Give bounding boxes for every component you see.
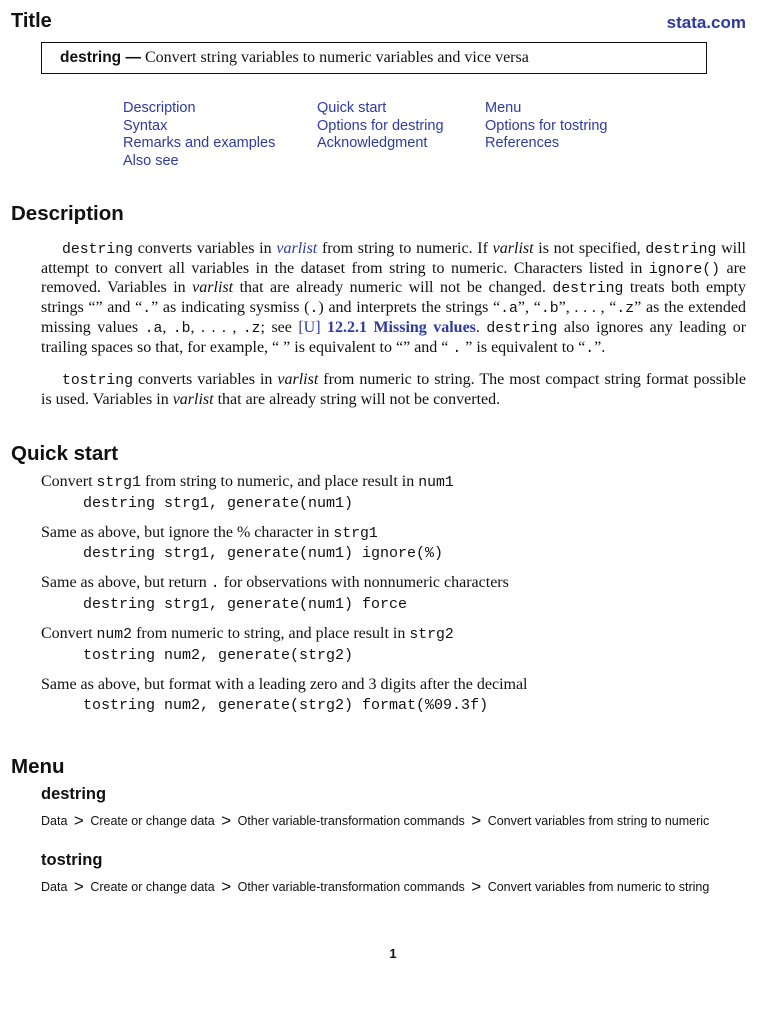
- toc-link-quick-start[interactable]: Quick start: [317, 100, 387, 116]
- toc-link-menu[interactable]: Menu: [485, 100, 522, 116]
- quick-start-command: destring strg1, generate(num1): [83, 495, 354, 512]
- menu-tostring-label: tostring: [41, 851, 103, 869]
- menu-path-item: Other variable-transformation commands: [237, 814, 465, 828]
- quick-start-description: Convert strg1 from string to numeric, and place result in num1: [41, 473, 454, 491]
- quick-start-heading: Quick start: [11, 442, 119, 465]
- menu-separator: >: [221, 811, 232, 830]
- varlist-link[interactable]: varlist: [276, 240, 318, 257]
- description-paragraph-1: destring converts variables in varlist from string to numeric. If varlist is not specified, destring will attempt to convert all variables in the dataset from string to numeric. Characters listed in ignore() are removed. Variables in varlist that are already numeric will not be changed. destring treats both empty strings “” and “.” as indicating sysmiss (.) and interprets the strings “.a”, “.b”, . . . , “.z” as the extended missing values .a, .b, . . . , .z; see [U] 12.2.1 Missing values. destring also ignores any leading or trailing spaces so that, for example, “ ” is equivalent to “” and “ . ” is equivalent to “.”.: [41, 240, 747, 357]
- toc-column-3: [485, 100, 608, 153]
- toc-link-also-see[interactable]: Also see: [123, 153, 179, 170]
- menu-path-item: Other variable-transformation commands: [237, 880, 465, 894]
- toc-link-options-tostring[interactable]: Options for tostring: [485, 117, 608, 134]
- quick-start-command: tostring num2, generate(strg2) format(%09.3f): [83, 697, 489, 714]
- quick-start-description: Same as above, but return . for observations with nonnumeric characters: [41, 574, 509, 592]
- toc-link-remarks[interactable]: Remarks and examples: [123, 135, 276, 152]
- quick-start-command: destring strg1, generate(num1) force: [83, 596, 408, 613]
- quick-start-command: tostring num2, generate(strg2): [83, 647, 354, 664]
- toc-link-options-destring[interactable]: Options for destring: [317, 117, 444, 134]
- menu-path-destring: [41, 811, 746, 831]
- toc-link-syntax[interactable]: Syntax: [123, 117, 168, 134]
- menu-destring-label: destring: [41, 785, 107, 803]
- missing-values-reference-link[interactable]: [U] 12.2.1 Missing values: [298, 318, 476, 336]
- menu-path-item: Convert variables from string to numeric: [487, 814, 710, 828]
- toc-link-acknowledgment[interactable]: Acknowledgment: [317, 135, 428, 152]
- menu-separator: >: [221, 877, 232, 896]
- title-box: [41, 42, 707, 74]
- menu-separator: >: [471, 811, 482, 830]
- quick-start-description: Convert num2 from numeric to string, and place result in strg2: [41, 625, 454, 643]
- menu-separator: >: [73, 877, 84, 896]
- toc-link-references[interactable]: References: [485, 135, 560, 152]
- menu-path-item: Convert variables from numeric to string: [487, 880, 710, 894]
- menu-path-item: Data: [41, 880, 68, 894]
- menu-path-item: Data: [41, 814, 68, 828]
- menu-heading: Menu: [11, 755, 65, 778]
- menu-separator: >: [471, 877, 482, 896]
- menu-path-item: Create or change data: [90, 814, 215, 828]
- menu-separator: >: [73, 811, 84, 830]
- description-paragraph-2: tostring converts variables in varlist from numeric to string. The most compact string format possible is used. Variables in varlist that are already string will not be converted.: [41, 371, 746, 408]
- toc-link-description[interactable]: Description: [123, 100, 196, 116]
- description-heading: Description: [11, 202, 124, 225]
- toc-column-2: [317, 100, 444, 153]
- stata-site-link[interactable]: stata.com: [666, 13, 746, 32]
- toc-column-1: [123, 100, 275, 171]
- quick-start-description: Same as above, but ignore the % character in strg1: [41, 524, 378, 542]
- title-description: Convert string variables to numeric variables and vice versa: [144, 49, 529, 66]
- quick-start-description: Same as above, but format with a leading zero and 3 digits after the decimal: [41, 676, 528, 693]
- page-section-title: Title: [11, 10, 52, 32]
- page-number: 1: [389, 946, 397, 961]
- quick-start-command: destring strg1, generate(num1) ignore(%): [83, 545, 444, 562]
- menu-path-tostring: [41, 877, 746, 897]
- title-command: destring —: [60, 49, 141, 66]
- menu-path-item: Create or change data: [90, 880, 215, 894]
